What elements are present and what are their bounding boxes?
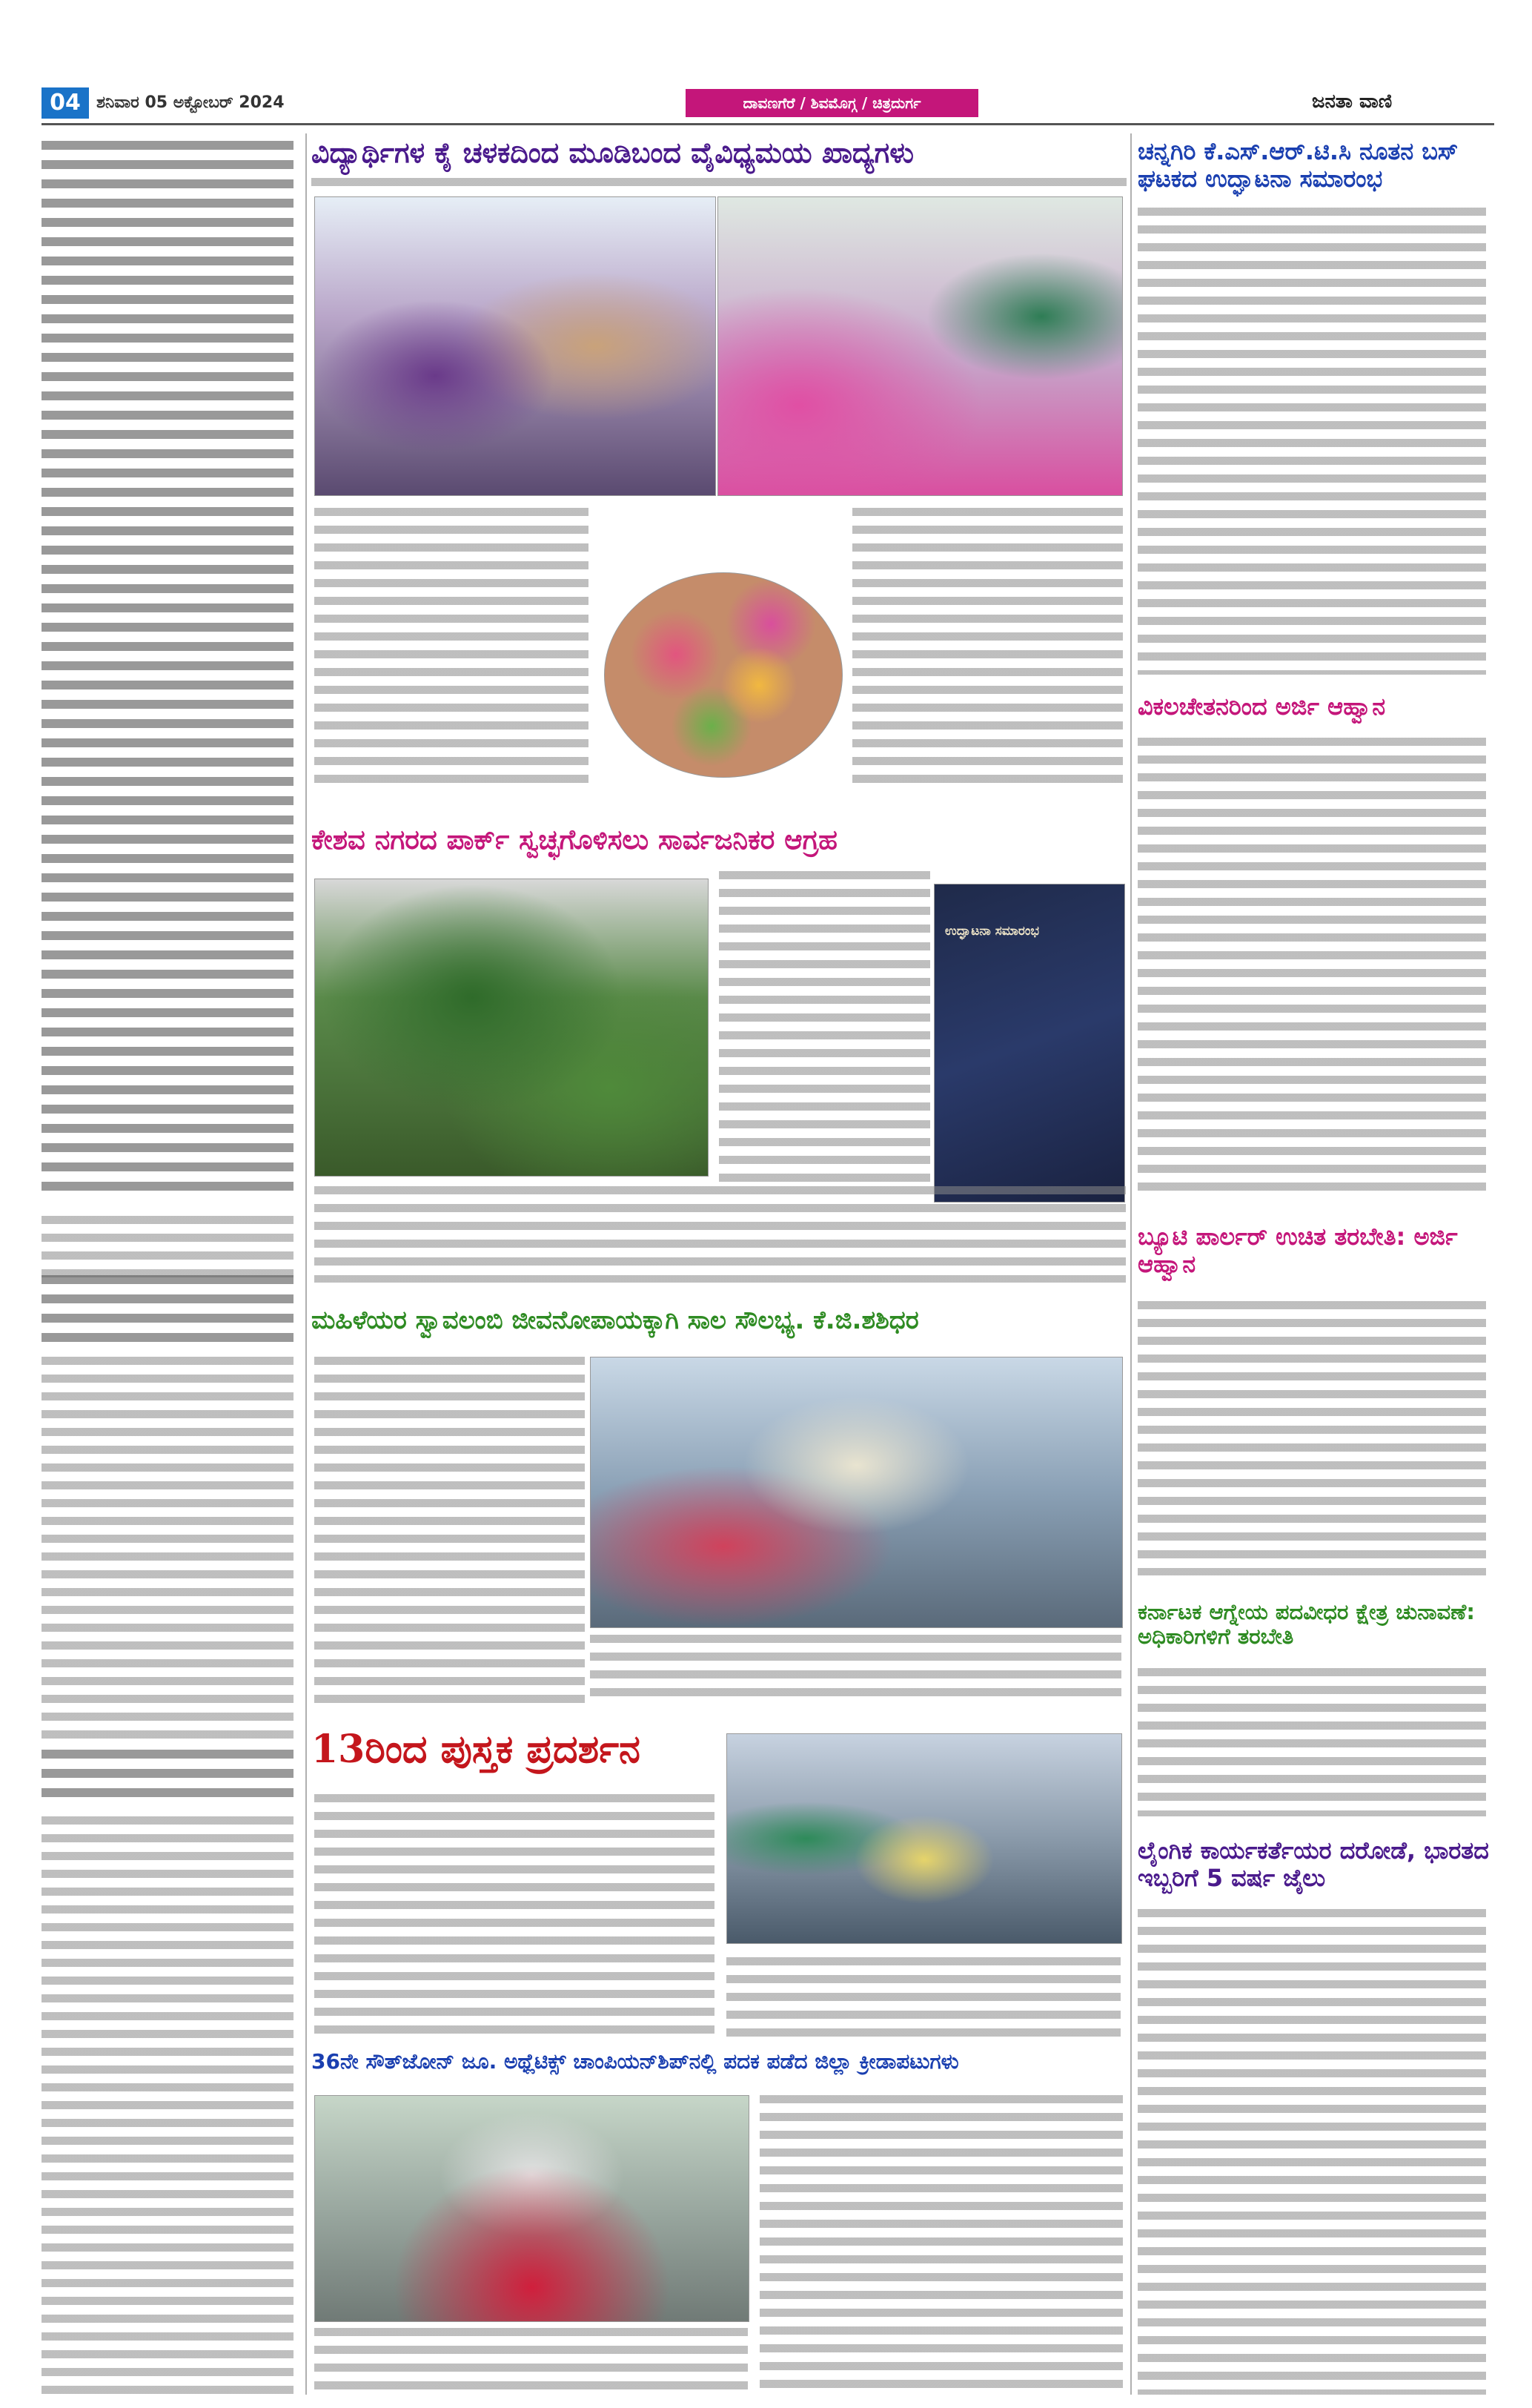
- food-fest-dishes-photo: [717, 196, 1123, 496]
- park-text-col2: [719, 871, 930, 1182]
- headline-graduate-election: ಕರ್ನಾಟಕ ಆಗ್ನೇಯ ಪದವೀಧರ ಕ್ಷೇತ್ರ ಚುನಾವಣೆ: ಅಧಿಕಾರಿಗಳಿಗೆ ತರಬೇತಿ: [1138, 1599, 1475, 1650]
- women-loan-text-col1: [314, 1357, 585, 1705]
- left-column-subhead: [42, 1275, 294, 1342]
- column-rule-right: [1130, 133, 1132, 2395]
- left-column-text-2: [42, 1357, 294, 1742]
- athletes-medal-photo: [314, 2095, 749, 2322]
- headline-keshava-park: ಕೇಶವ ನಗರದ ಪಾರ್ಕ್ ಸ್ವಚ್ಛಗೊಳಿಸಲು ಸಾರ್ವಜನಿಕರ ಆಗ್ರಹ: [311, 824, 838, 856]
- book-exhibition-text-2: [726, 1957, 1121, 2039]
- headline-sex-workers: ಲೈಂಗಿಕ ಕಾರ್ಯಕರ್ತೆಯರ ದರೋಡೆ, ಭಾರತದ ಇಬ್ಬರಿಗೆ 5 ವರ್ಷ ಜೈಲು: [1138, 1836, 1489, 1892]
- page-number: 04: [42, 87, 89, 119]
- left-column-text-1: [42, 141, 294, 1201]
- plaque-title: ಉದ್ಘಾಟನಾ ಸಮಾರಂಭ: [945, 924, 1040, 939]
- headline-women-loan: ಮಹಿಳೆಯರ ಸ್ವಾವಲಂಬಿ ಜೀವನೋಪಾಯಕ್ಕಾಗಿ ಸಾಲ ಸೌಲಭ್ಯ. ಕೆ.ಜಿ.ಶಶಿಧರ: [311, 1306, 919, 1335]
- athletics-text: [760, 2095, 1123, 2392]
- headline-disabled-applications: ವಿಕಲಚೇತನರಿಂದ ಅರ್ಜಿ ಆಹ್ವಾನ: [1138, 692, 1386, 721]
- graduate-election-text: [1138, 1668, 1486, 1816]
- headline-book-exhibition: 13ರಿಂದ ಪುಸ್ತಕ ಪ್ರದರ್ಶನ: [311, 1727, 640, 1772]
- headline-beauty-parlour: ಬ್ಯೂಟಿ ಪಾರ್ಲರ್ ಉಚಿತ ತರಬೇತಿ: ಅರ್ಜಿ ಆಹ್ವಾನ: [1138, 1223, 1458, 1278]
- masthead-rule: [42, 123, 1494, 125]
- food-plate-photo: [604, 572, 843, 778]
- women-loan-text-bottom: [590, 1635, 1121, 1705]
- beauty-parlour-text: [1138, 1301, 1486, 1575]
- book-exhibition-photo: [726, 1733, 1122, 1944]
- park-overgrowth-photo: [314, 879, 709, 1177]
- book-exhibition-text: [314, 1794, 714, 2039]
- headline-food-fest: ವಿದ್ಯಾರ್ಥಿಗಳ ಕೈ ಚಳಕದಿಂದ ಮೂಡಿಬಂದ ವೈವಿಧ್ಯಮಯ ಖಾದ್ಯಗಳು: [311, 136, 914, 169]
- park-text-bottom: [314, 1186, 1126, 1283]
- headline-ksrtc: ಚನ್ನಗಿರಿ ಕೆ.ಎಸ್.ಆರ್.ಟಿ.ಸಿ ನೂತನ ಬಸ್ ಘಟಕದ ಉದ್ಘಾಟನಾ ಸಮಾರಂಭ: [1138, 137, 1459, 193]
- column-rule-left: [305, 133, 307, 2395]
- left-column-text-3: [42, 1816, 294, 2395]
- loan-cheque-photo: [590, 1357, 1123, 1628]
- sex-workers-text: [1138, 1909, 1486, 2395]
- food-fest-text-col1: [314, 508, 588, 790]
- food-fest-inauguration-photo: [314, 196, 716, 496]
- newspaper-logo: ಜನತಾ ವಾಣಿ: [1312, 90, 1393, 113]
- food-fest-caption-line: [311, 178, 1127, 196]
- dateline: ಶನಿವಾರ 05 ಅಕ್ಟೋಬರ್ 2024: [96, 93, 285, 112]
- left-column-subhead-2: [42, 1750, 294, 1802]
- headline-athletics: 36ನೇ ಸೌತ್‌ಜೋನ್ ಜೂ. ಅಥ್ಲೆಟಿಕ್ಸ್ ಚಾಂಪಿಯನ್‌ಶಿಪ್‌ನಲ್ಲಿ ಪದಕ ಪಡೆದ ಜಿಲ್ಲಾ ಕ್ರೀಡಾಪಟುಗಳು: [311, 2049, 959, 2074]
- disabled-applications-text: [1138, 738, 1486, 1197]
- athletics-text-bottom: [314, 2328, 748, 2395]
- ksrtc-text: [1138, 208, 1486, 675]
- inauguration-plaque-photo: [934, 884, 1125, 1203]
- left-column-gap: [42, 1216, 294, 1283]
- region-banner: ದಾವಣಗೆರೆ / ಶಿವಮೊಗ್ಗ / ಚಿತ್ರದುರ್ಗ: [686, 89, 978, 117]
- food-fest-text-col3: [852, 508, 1123, 790]
